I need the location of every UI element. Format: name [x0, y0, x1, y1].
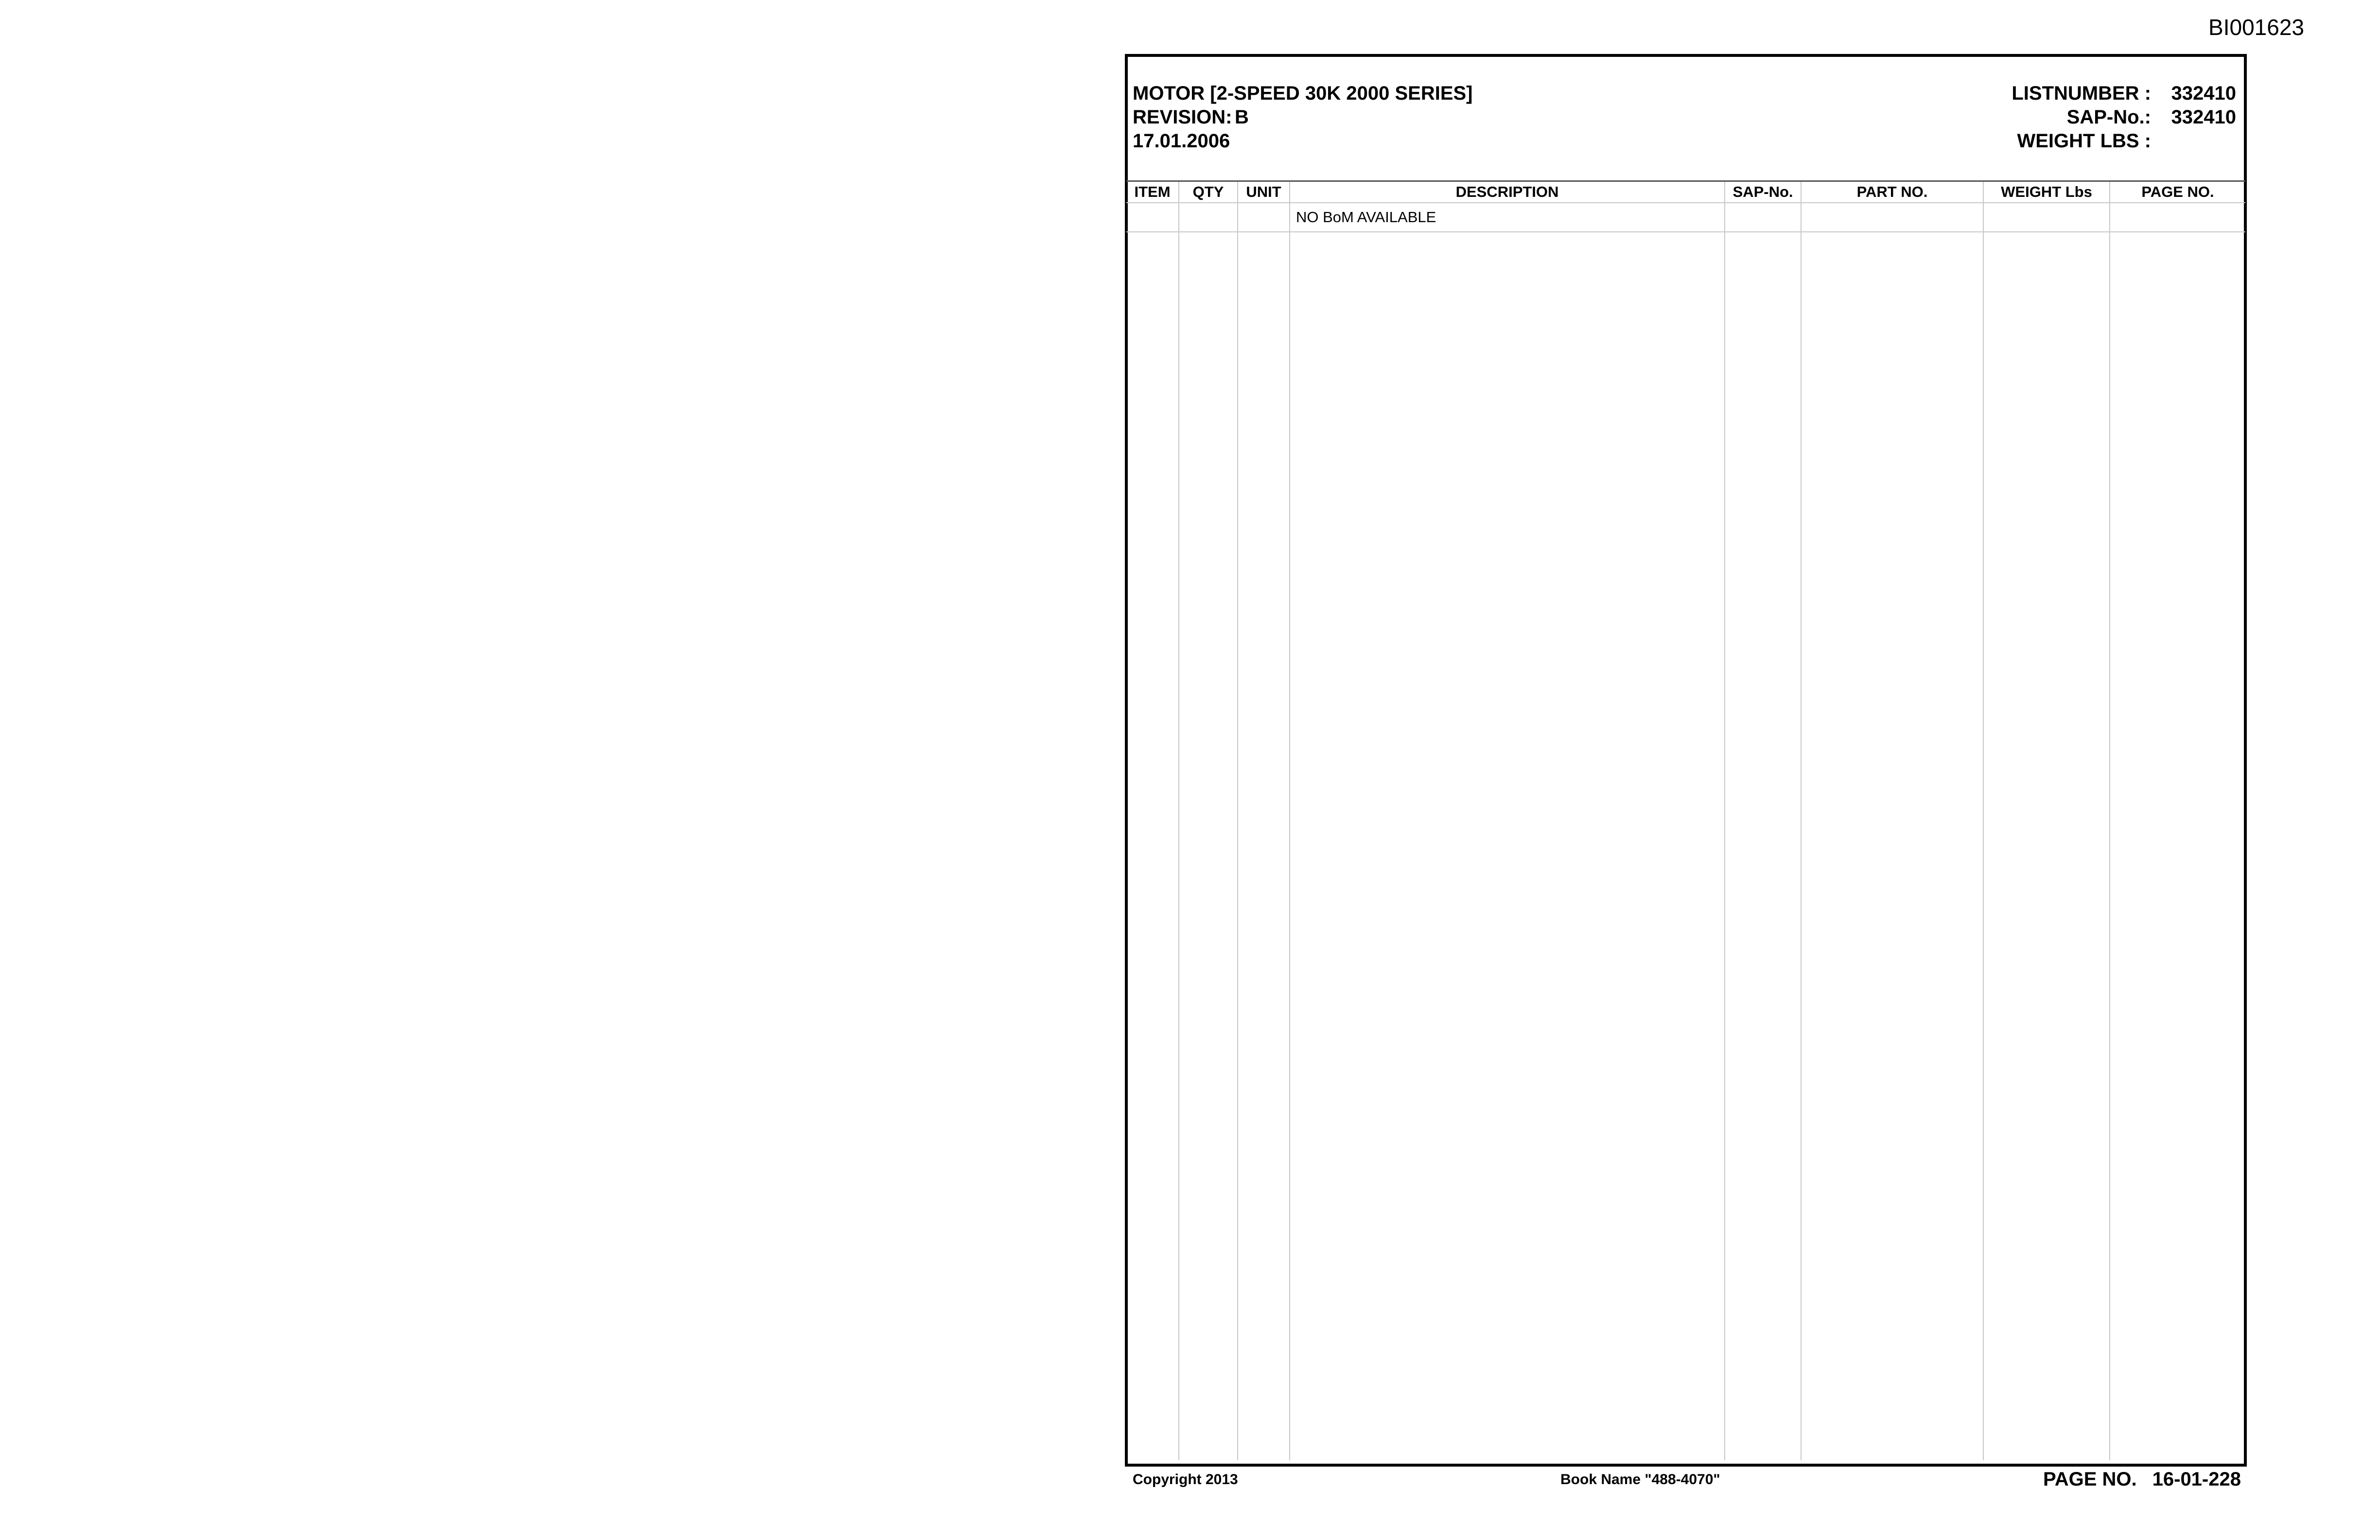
- bom-table: [1126, 180, 2245, 1460]
- sap-value: 332410: [2171, 106, 2236, 128]
- revision-label: REVISION:: [1133, 106, 1232, 128]
- page-number-label: PAGE NO.: [2043, 1469, 2137, 1490]
- column-header-page-no: PAGE NO.: [2110, 181, 2245, 203]
- column-header-qty: QTY: [1179, 181, 1238, 203]
- empty-cell: [1238, 232, 1290, 1460]
- page-number-value: 16-01-228: [2152, 1469, 2241, 1490]
- column-header-weight: WEIGHT Lbs: [1983, 181, 2110, 203]
- cell-part-no: [1801, 203, 1983, 232]
- column-header-description: DESCRIPTION: [1290, 181, 1725, 203]
- weight-row: [1896, 129, 2236, 153]
- book-name: Book Name "488-4070": [1560, 1471, 1720, 1488]
- table-row: [1126, 203, 2245, 232]
- column-header-part-no: PART NO.: [1801, 181, 1983, 203]
- table-empty-area: [1126, 232, 2245, 1460]
- column-header-sap-no: SAP-No.: [1725, 181, 1801, 203]
- copyright-text: Copyright 2013: [1133, 1471, 1238, 1488]
- cell-weight: [1983, 203, 2110, 232]
- page-number: [2032, 1467, 2241, 1491]
- cell-item: [1126, 203, 1179, 232]
- revision-row: [1133, 105, 1473, 129]
- weight-value: [2151, 129, 2236, 153]
- empty-cell: [1983, 232, 2110, 1460]
- listnumber-label: LISTNUMBER :: [2012, 83, 2151, 104]
- header-right: [1896, 82, 2236, 153]
- cell-description: NO BoM AVAILABLE: [1290, 203, 1725, 232]
- weight-label: WEIGHT LBS :: [2017, 130, 2151, 152]
- document-title: MOTOR [2-SPEED 30K 2000 SERIES]: [1133, 83, 1473, 104]
- listnumber-value: 332410: [2171, 83, 2236, 104]
- cell-page-no: [2110, 203, 2245, 232]
- cell-unit: [1238, 203, 1290, 232]
- empty-cell: [1725, 232, 1801, 1460]
- cell-qty: [1179, 203, 1238, 232]
- table-header-row: [1126, 181, 2245, 203]
- column-header-item: ITEM: [1126, 181, 1179, 203]
- empty-cell: [1801, 232, 1983, 1460]
- sap-row: [1896, 105, 2236, 129]
- document-date: 17.01.2006: [1133, 130, 1230, 152]
- document-id: BI001623: [2208, 15, 2304, 40]
- sap-label: SAP-No.:: [2066, 106, 2151, 128]
- empty-cell: [1179, 232, 1238, 1460]
- listnumber-row: [1896, 82, 2236, 105]
- header-left: [1133, 82, 1473, 153]
- cell-sap-no: [1725, 203, 1801, 232]
- empty-cell: [1290, 232, 1725, 1460]
- column-header-unit: UNIT: [1238, 181, 1290, 203]
- empty-cell: [2110, 232, 2245, 1460]
- revision-value: B: [1235, 106, 1249, 128]
- empty-cell: [1126, 232, 1179, 1460]
